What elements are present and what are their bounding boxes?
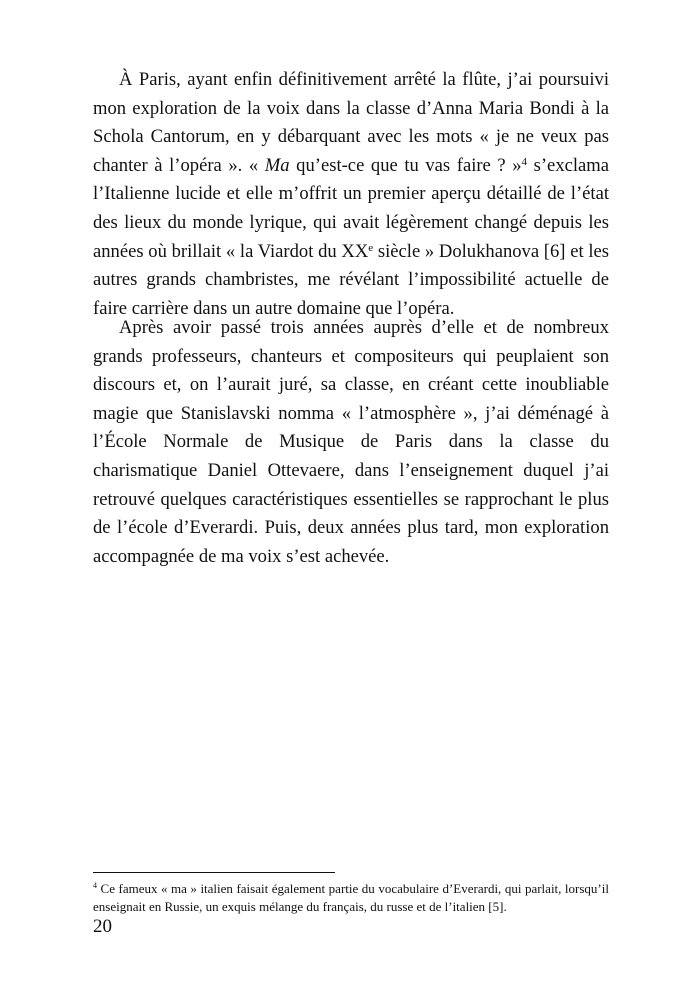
paragraph-text (93, 66, 609, 323)
footnote-marker: 4 (93, 881, 97, 890)
body-paragraph-2 (93, 314, 609, 571)
footnote (93, 880, 609, 916)
page-number: 20 (93, 916, 112, 937)
paragraph-1-part-1: À Paris, ayant enfin définitivement arrêté la flûte, j’ai poursuivi mon exploration de la voix dans la classe d’Anna Maria Bondi à la Schola Cantorum, en y débarquant avec les mots « je ne veux pas chanter à l’opéra ». « (93, 69, 609, 176)
footnote-reference: 4 (521, 155, 528, 168)
paragraph-1-part-3: s’exclama l’Italienne lucide et elle m’offrit un premier aperçu détaillé de l’état des lieux du monde lyrique, qui avait légèrement changé depuis les années où brillait « la Viardot du XX (93, 154, 609, 262)
paragraph-2-text: Après avoir passé trois années auprès d’elle et de nombreux grands professeurs, chanteurs et compositeurs qui peuplaient son discours et, on l’aurait juré, sa classe, en créant cette inoubliable magie que Stanislavski nomma « l’atmosphère », j’ai déménagé à l’École Normale de Musique de Paris dans la classe du charismatique Daniel Ottevaere, dans l’enseignement duquel j’ai retrouvé quelques caractéristiques essentielles se rapprochant le plus de l’école d’Everardi. Puis, deux années plus tard, mon exploration accompagnée de ma voix s’est achevée. (93, 317, 609, 567)
footnote-text: Ce fameux « ma » italien faisait également partie du vocabulaire d’Everardi, qui parlait, lorsqu’il enseignait en Russie, un exquis mélange du français, du russe et de l’italien [5]. (93, 881, 609, 914)
century-superscript: e (368, 241, 374, 254)
paragraph-1-part-4: siècle » Dolukhanova [6] et les autres grands chambristes, me révélant l’impossibilité actuelle de faire carrière dans un autre domaine que l’opéra. (93, 240, 609, 319)
italic-word-ma: Ma (264, 154, 290, 176)
body-paragraph-1 (93, 66, 609, 323)
footnote-separator (93, 872, 335, 873)
paragraph-1-part-2: qu’est-ce que tu vas faire ? » (289, 154, 522, 176)
